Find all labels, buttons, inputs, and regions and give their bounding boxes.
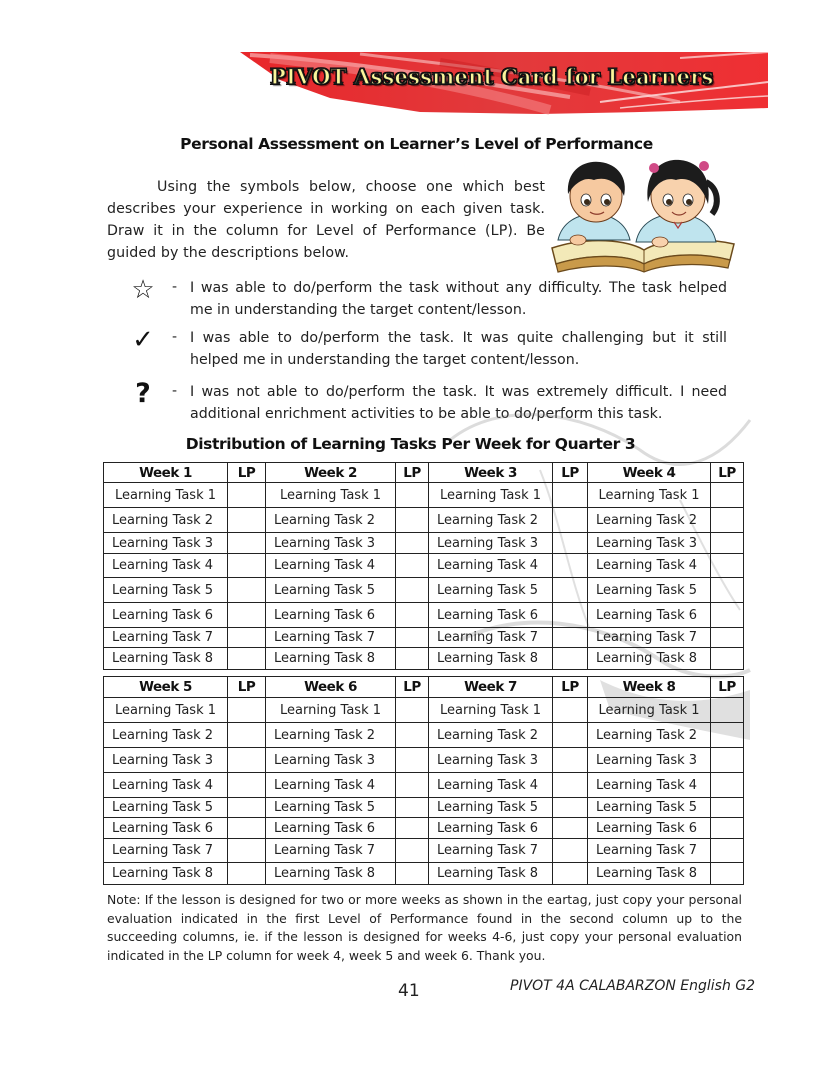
question-mark-icon: ? bbox=[135, 378, 151, 409]
checkmark-icon: ✓ bbox=[132, 325, 154, 355]
table-row bbox=[104, 483, 744, 508]
legend-text: I was not able to do/perform the task. It was extremely difficult. I need additional enrichment activities to be able to do/perform this task. bbox=[190, 384, 727, 422]
lp-cell[interactable] bbox=[228, 578, 266, 603]
lp-header: LP bbox=[553, 677, 588, 698]
legend-item-check bbox=[120, 327, 730, 371]
table-row bbox=[104, 748, 744, 773]
lp-cell[interactable] bbox=[553, 748, 588, 773]
task-cell: Learning Task 5 bbox=[429, 578, 553, 603]
task-cell: Learning Task 1 bbox=[104, 698, 228, 723]
banner bbox=[240, 52, 768, 115]
task-cell: Learning Task 4 bbox=[104, 773, 228, 798]
lp-cell[interactable] bbox=[711, 773, 744, 798]
task-cell: Learning Task 3 bbox=[588, 748, 711, 773]
legend-text: I was able to do/perform the task. It was quite challenging but it still helped me in understanding the target content/lesson. bbox=[190, 330, 727, 368]
task-cell: Learning Task 3 bbox=[104, 533, 228, 554]
intro-paragraph bbox=[107, 176, 545, 264]
task-cell: Learning Task 4 bbox=[429, 554, 553, 578]
task-cell: Learning Task 2 bbox=[104, 508, 228, 533]
lp-cell[interactable] bbox=[396, 483, 429, 508]
legend-item-star bbox=[120, 277, 730, 321]
task-cell: Learning Task 7 bbox=[266, 628, 396, 648]
footer-title: PIVOT 4A CALABARZON English G2 bbox=[510, 978, 756, 994]
lp-cell[interactable] bbox=[396, 508, 429, 533]
lp-cell[interactable] bbox=[396, 863, 429, 885]
table-row bbox=[104, 839, 744, 863]
lp-cell[interactable] bbox=[228, 839, 266, 863]
table-row bbox=[104, 554, 744, 578]
banner-title: PIVOT Assessment Card for Learners bbox=[270, 64, 714, 89]
task-cell: Learning Task 7 bbox=[104, 628, 228, 648]
task-cell: Learning Task 8 bbox=[104, 648, 228, 670]
lp-cell[interactable] bbox=[711, 508, 744, 533]
lp-cell[interactable] bbox=[396, 818, 429, 839]
task-cell: Learning Task 2 bbox=[104, 723, 228, 748]
task-cell: Learning Task 2 bbox=[266, 723, 396, 748]
intro-text: Using the symbols below, choose one which best describes your experience in working on each given task. Draw it in the column for Level of Performance (LP). Be guided by the descriptions below. bbox=[107, 179, 545, 261]
task-cell: Learning Task 5 bbox=[588, 798, 711, 818]
task-cell: Learning Task 8 bbox=[429, 863, 553, 885]
table-row bbox=[104, 533, 744, 554]
lp-cell[interactable] bbox=[228, 648, 266, 670]
table-row bbox=[104, 648, 744, 670]
task-table-weeks-5-8 bbox=[103, 676, 744, 885]
task-cell: Learning Task 8 bbox=[429, 648, 553, 670]
lp-cell[interactable] bbox=[553, 648, 588, 670]
lp-cell[interactable] bbox=[553, 508, 588, 533]
lp-cell[interactable] bbox=[228, 773, 266, 798]
task-cell: Learning Task 6 bbox=[429, 818, 553, 839]
week-header: Week 2 bbox=[266, 463, 396, 483]
lp-header: LP bbox=[553, 463, 588, 483]
task-cell: Learning Task 5 bbox=[266, 798, 396, 818]
lp-cell[interactable] bbox=[228, 798, 266, 818]
lp-cell[interactable] bbox=[553, 863, 588, 885]
week-header: Week 4 bbox=[588, 463, 711, 483]
lp-cell[interactable] bbox=[228, 698, 266, 723]
lp-cell[interactable] bbox=[711, 748, 744, 773]
task-cell: Learning Task 3 bbox=[266, 533, 396, 554]
week-header: Week 8 bbox=[588, 677, 711, 698]
lp-cell[interactable] bbox=[396, 578, 429, 603]
legend-dash: - bbox=[172, 329, 178, 345]
task-cell: Learning Task 6 bbox=[266, 603, 396, 628]
section-title: Personal Assessment on Learner’s Level of Performance bbox=[180, 135, 653, 153]
task-cell: Learning Task 6 bbox=[588, 603, 711, 628]
task-cell: Learning Task 4 bbox=[588, 554, 711, 578]
lp-cell[interactable] bbox=[553, 554, 588, 578]
task-cell: Learning Task 6 bbox=[104, 818, 228, 839]
legend-text: I was able to do/perform the task without any difficulty. The task helped me in understanding the target content/lesson. bbox=[190, 280, 727, 318]
task-cell: Learning Task 8 bbox=[266, 648, 396, 670]
lp-cell[interactable] bbox=[711, 723, 744, 748]
task-cell: Learning Task 3 bbox=[429, 533, 553, 554]
task-cell: Learning Task 4 bbox=[429, 773, 553, 798]
lp-cell[interactable] bbox=[396, 628, 429, 648]
table-row bbox=[104, 603, 744, 628]
lp-cell[interactable] bbox=[553, 628, 588, 648]
lp-cell[interactable] bbox=[396, 798, 429, 818]
task-cell: Learning Task 1 bbox=[266, 698, 396, 723]
table-row bbox=[104, 578, 744, 603]
table-row bbox=[104, 773, 744, 798]
lp-cell[interactable] bbox=[228, 508, 266, 533]
task-cell: Learning Task 8 bbox=[266, 863, 396, 885]
lp-cell[interactable] bbox=[553, 798, 588, 818]
lp-cell[interactable] bbox=[228, 628, 266, 648]
week-header: Week 7 bbox=[429, 677, 553, 698]
task-cell: Learning Task 3 bbox=[104, 748, 228, 773]
legend-dash: - bbox=[172, 383, 178, 399]
legend-item-question bbox=[120, 378, 730, 425]
lp-cell[interactable] bbox=[711, 483, 744, 508]
task-cell: Learning Task 2 bbox=[429, 508, 553, 533]
lp-cell[interactable] bbox=[711, 863, 744, 885]
lp-cell[interactable] bbox=[228, 818, 266, 839]
table-row bbox=[104, 863, 744, 885]
task-cell: Learning Task 6 bbox=[104, 603, 228, 628]
lp-cell[interactable] bbox=[553, 773, 588, 798]
lp-cell[interactable] bbox=[711, 648, 744, 670]
task-cell: Learning Task 7 bbox=[429, 839, 553, 863]
lp-header: LP bbox=[228, 677, 266, 698]
lp-cell[interactable] bbox=[396, 533, 429, 554]
lp-cell[interactable] bbox=[396, 723, 429, 748]
task-cell: Learning Task 7 bbox=[429, 628, 553, 648]
lp-cell[interactable] bbox=[711, 698, 744, 723]
lp-header: LP bbox=[228, 463, 266, 483]
lp-cell[interactable] bbox=[711, 818, 744, 839]
task-cell: Learning Task 5 bbox=[104, 798, 228, 818]
task-cell: Learning Task 5 bbox=[429, 798, 553, 818]
task-cell: Learning Task 2 bbox=[429, 723, 553, 748]
week-header: Week 6 bbox=[266, 677, 396, 698]
lp-cell[interactable] bbox=[711, 554, 744, 578]
lp-cell[interactable] bbox=[711, 533, 744, 554]
task-cell: Learning Task 7 bbox=[588, 839, 711, 863]
star-icon: ☆ bbox=[131, 275, 155, 305]
task-cell: Learning Task 2 bbox=[266, 508, 396, 533]
task-cell: Learning Task 8 bbox=[588, 648, 711, 670]
task-cell: Learning Task 1 bbox=[588, 483, 711, 508]
table-row bbox=[104, 798, 744, 818]
task-cell: Learning Task 1 bbox=[429, 483, 553, 508]
lp-header: LP bbox=[711, 677, 744, 698]
task-cell: Learning Task 2 bbox=[588, 508, 711, 533]
lp-cell[interactable] bbox=[396, 603, 429, 628]
task-cell: Learning Task 7 bbox=[588, 628, 711, 648]
distribution-title: Distribution of Learning Tasks Per Week for Quarter 3 bbox=[185, 435, 636, 453]
task-cell: Learning Task 1 bbox=[266, 483, 396, 508]
lp-header: LP bbox=[396, 677, 429, 698]
lp-cell[interactable] bbox=[228, 748, 266, 773]
task-cell: Learning Task 3 bbox=[588, 533, 711, 554]
task-cell: Learning Task 5 bbox=[588, 578, 711, 603]
lp-cell[interactable] bbox=[396, 648, 429, 670]
task-cell: Learning Task 6 bbox=[429, 603, 553, 628]
lp-cell[interactable] bbox=[228, 554, 266, 578]
task-cell: Learning Task 3 bbox=[266, 748, 396, 773]
week-header: Week 1 bbox=[104, 463, 228, 483]
lp-header: LP bbox=[396, 463, 429, 483]
lp-cell[interactable] bbox=[553, 483, 588, 508]
lp-cell[interactable] bbox=[396, 748, 429, 773]
lp-cell[interactable] bbox=[228, 723, 266, 748]
table-row bbox=[104, 628, 744, 648]
lp-cell[interactable] bbox=[228, 863, 266, 885]
table-row bbox=[104, 818, 744, 839]
lp-header: LP bbox=[711, 463, 744, 483]
task-cell: Learning Task 4 bbox=[266, 554, 396, 578]
task-cell: Learning Task 1 bbox=[104, 483, 228, 508]
task-cell: Learning Task 4 bbox=[588, 773, 711, 798]
lp-cell[interactable] bbox=[711, 798, 744, 818]
task-cell: Learning Task 4 bbox=[104, 554, 228, 578]
lp-cell[interactable] bbox=[553, 578, 588, 603]
lp-cell[interactable] bbox=[396, 698, 429, 723]
task-cell: Learning Task 8 bbox=[104, 863, 228, 885]
task-cell: Learning Task 4 bbox=[266, 773, 396, 798]
children-reading-book-illustration bbox=[548, 152, 738, 274]
task-cell: Learning Task 6 bbox=[588, 818, 711, 839]
lp-cell[interactable] bbox=[396, 839, 429, 863]
week-header: Week 5 bbox=[104, 677, 228, 698]
table-row bbox=[104, 508, 744, 533]
lp-cell[interactable] bbox=[711, 578, 744, 603]
task-cell: Learning Task 7 bbox=[104, 839, 228, 863]
table-row bbox=[104, 723, 744, 748]
lp-cell[interactable] bbox=[228, 603, 266, 628]
lp-cell[interactable] bbox=[553, 723, 588, 748]
lp-cell[interactable] bbox=[396, 773, 429, 798]
task-cell: Learning Task 5 bbox=[104, 578, 228, 603]
lp-cell[interactable] bbox=[553, 603, 588, 628]
lp-cell[interactable] bbox=[553, 818, 588, 839]
task-cell: Learning Task 5 bbox=[266, 578, 396, 603]
page-number: 41 bbox=[398, 981, 420, 1001]
lp-cell[interactable] bbox=[711, 628, 744, 648]
task-cell: Learning Task 6 bbox=[266, 818, 396, 839]
task-cell: Learning Task 3 bbox=[429, 748, 553, 773]
lp-cell[interactable] bbox=[553, 698, 588, 723]
lp-cell[interactable] bbox=[553, 839, 588, 863]
lp-cell[interactable] bbox=[711, 839, 744, 863]
task-cell: Learning Task 1 bbox=[429, 698, 553, 723]
legend-dash: - bbox=[172, 279, 178, 295]
lp-cell[interactable] bbox=[711, 603, 744, 628]
note-paragraph: Note: If the lesson is designed for two or more weeks as shown in the eartag, just copy your personal evaluation indicated in the first Level of Performance found in the second column up to the succeeding columns, ie. if the lesson is designed for weeks 4-6, just copy your personal evaluation indicated in the LP column for week 4, week 5 and week 6. Thank you. bbox=[107, 892, 742, 963]
task-cell: Learning Task 2 bbox=[588, 723, 711, 748]
task-cell: Learning Task 7 bbox=[266, 839, 396, 863]
task-table-weeks-1-4 bbox=[103, 462, 744, 670]
task-cell: Learning Task 1 bbox=[588, 698, 711, 723]
lp-cell[interactable] bbox=[396, 554, 429, 578]
table-row bbox=[104, 698, 744, 723]
lp-cell[interactable] bbox=[553, 533, 588, 554]
lp-cell[interactable] bbox=[228, 533, 266, 554]
lp-cell[interactable] bbox=[228, 483, 266, 508]
task-cell: Learning Task 8 bbox=[588, 863, 711, 885]
week-header: Week 3 bbox=[429, 463, 553, 483]
